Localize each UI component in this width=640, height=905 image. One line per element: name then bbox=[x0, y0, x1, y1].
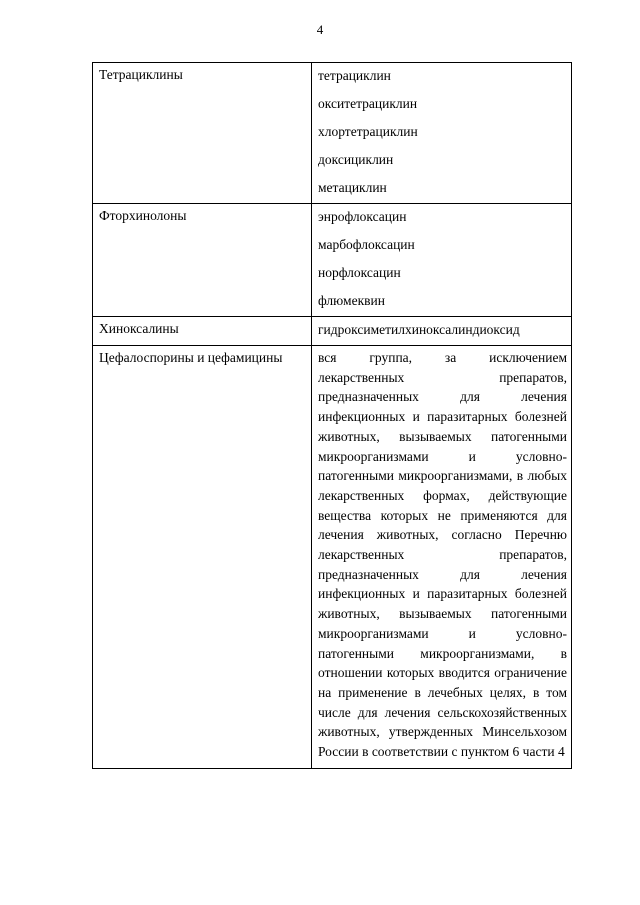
table-row bbox=[93, 204, 572, 317]
substances-cell bbox=[312, 346, 572, 769]
group-name: Тетрациклины bbox=[99, 67, 183, 82]
group-name: Хиноксалины bbox=[99, 321, 179, 336]
substance-item: флюмеквин bbox=[318, 293, 385, 308]
substance-item: марбофлоксацин bbox=[318, 237, 415, 252]
substance-item: энрофлоксацин bbox=[318, 209, 407, 224]
page-number: 4 bbox=[316, 22, 324, 37]
group-name-cell bbox=[93, 346, 312, 769]
table-row bbox=[93, 63, 572, 204]
table-row bbox=[93, 346, 572, 769]
substances-cell bbox=[312, 204, 572, 317]
group-name-cell bbox=[93, 204, 312, 317]
substance-item: доксициклин bbox=[318, 152, 394, 167]
substance-item: окситетрациклин bbox=[318, 96, 418, 111]
substance-item: норфлоксацин bbox=[318, 265, 401, 280]
group-name-cell bbox=[93, 63, 312, 204]
substance-item: метациклин bbox=[318, 180, 387, 195]
substance-item: хлортетрациклин bbox=[318, 124, 418, 139]
group-name-cell bbox=[93, 317, 312, 346]
substance-item: гидроксиметилхиноксалиндиоксид bbox=[318, 322, 520, 337]
group-name: Фторхинолоны bbox=[99, 208, 187, 223]
substances-cell bbox=[312, 317, 572, 346]
substances-cell bbox=[312, 63, 572, 204]
group-note: вся группа, за исключением лекарственных препаратов, предназначенных для лечения инфекционных и паразитарных болезней животных, вызываемых патогенными микроорганизмами и условно-патогенными микроорганизмами, в любых лекарственных формах, действующие вещества которых не применяются для лечения животных, согласно Перечню лекарственных препаратов, предназначенных для лечения инфекционных и паразитарных болезней животных, вызываемых патогенными микроорганизмами и условно-патогенными микроорганизмами, в отношении которых вводится ограничение на применение в лечебных целях, в том числе для лечения сельскохозяйственных животных, утвержденных Минсельхозом России в соответствии с пунктом 6 части 4 bbox=[318, 350, 567, 760]
group-name: Цефалоспорины и цефамицины bbox=[99, 350, 283, 365]
substance-item: тетрациклин bbox=[318, 68, 391, 83]
table-row bbox=[93, 317, 572, 346]
antibiotic-groups-table bbox=[92, 62, 572, 769]
